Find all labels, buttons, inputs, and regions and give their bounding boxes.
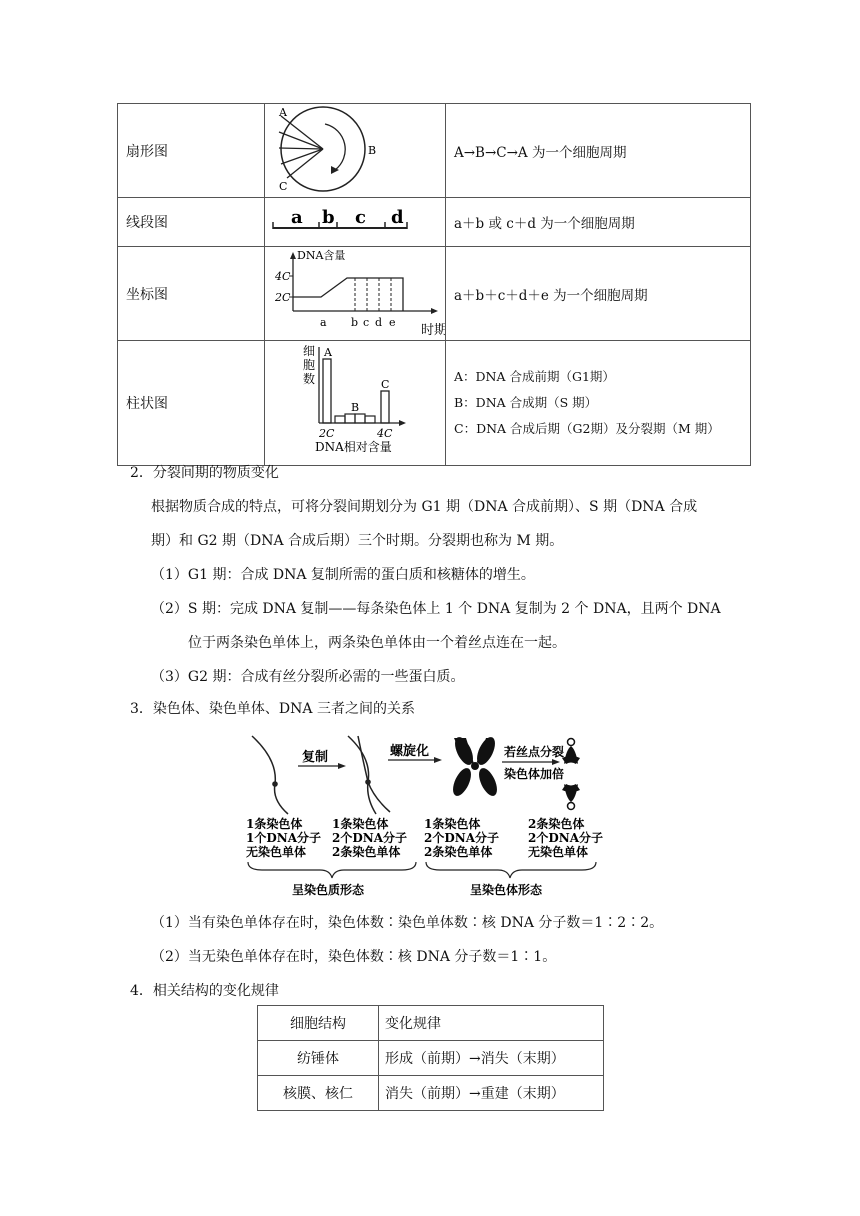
table-row [258,1076,604,1111]
cell-rule: 消失（前期）→重建（末期） [379,1076,604,1111]
cell-structure: 核膜、核仁 [258,1076,379,1111]
bar-y-title-3: 数 [303,372,316,386]
bar-diagram-cell [265,341,446,466]
section4-heading: 4．相关结构的变化规律 [130,983,279,999]
section2-item3: （3）G2 期：合成有丝分裂所必需的一些蛋白质。 [151,669,465,685]
col3-line1: 1条染色体 [424,817,481,831]
group-label-chromatin: 呈染色质形态 [292,883,365,897]
coord-x-title: 时期 [421,323,445,336]
col2-line3: 2条染色单体 [332,845,401,859]
separated-chromosomes [562,739,580,810]
coord-y-2c: 2C [275,291,291,304]
coord-x-a: a [320,316,327,329]
segment-label-c: c [355,207,366,228]
fan-diagram-cell [265,104,446,198]
fan-label-c: C [279,180,288,193]
segment-label-b: b [322,207,335,228]
table-header-row [258,1006,604,1041]
row-desc-bar [446,341,751,466]
fan-diagram [265,104,445,193]
replicated-chromatin-strand-2 [358,736,390,812]
bar-label-a: A [324,346,332,359]
section2-item2-line1: （2）S 期：完成 DNA 复制——每条染色体上 1 个 DNA 复制为 2 个 DNA，且两个 DNA [151,601,721,617]
coord-y-4c: 4C [275,270,291,283]
cell-structure: 纺锤体 [258,1041,379,1076]
section2-intro-line2: 期）和 G2 期（DNA 合成后期）三个时期。分裂期也称为 M 期。 [151,533,564,549]
col4-line3: 无染色单体 [528,845,589,859]
segment-diagram [265,198,445,242]
x-chromosome [449,734,500,798]
bar-label-b: B [351,401,360,414]
section3-item2: （2）当无染色单体存在时，染色体数∶核 DNA 分子数＝1∶1。 [151,949,557,965]
chromatin-strand [252,736,288,814]
chromosome-relation-diagram [240,728,630,898]
replicated-chromatin-strand-1 [348,736,376,814]
row-desc-coord: a＋b＋c＋d＋e 为一个细胞周期 [446,247,751,341]
section2-heading: 2．分裂间期的物质变化 [130,465,279,481]
brace-chromatin [248,862,416,878]
segment-label-d: d [391,207,404,228]
group-label-chromosome: 呈染色体形态 [470,883,543,897]
bar-label-c: C [381,378,390,391]
header-cell-rule: 变化规律 [379,1006,604,1041]
bar-y-title-1: 细 [303,344,316,358]
segment-diagram-cell [265,198,446,247]
bar-desc-line-a: A：DNA 合成前期（G1期） [454,369,615,384]
arrow-label-centromere-split: 若丝点分裂 [504,745,565,759]
col3-line3: 2条染色单体 [424,845,493,859]
col3-line2: 2个DNA分子 [424,831,500,845]
col2-line2: 2个DNA分子 [332,831,408,845]
section3-heading: 3．染色体、染色单体、DNA 三者之间的关系 [130,701,415,717]
table-row [118,104,751,198]
col4-line2: 2个DNA分子 [528,831,604,845]
cell-cycle-table [117,103,751,466]
section2-intro-line1: 根据物质合成的特点，可将分裂间期划分为 G1 期（DNA 合成前期）、S 期（DNA 合成 [151,499,698,515]
row-label-fan: 扇形图 [118,104,265,198]
section2-item2-line2: 位于两条染色单体上，两条染色单体由一个着丝点连在一起。 [188,635,566,651]
bar-x-title: DNA相对含量 [315,440,392,454]
structure-change-table [257,1005,604,1111]
brace-chromosome [426,862,596,878]
col2-line1: 1条染色体 [332,817,389,831]
bar-desc-line-c: C：DNA 合成后期（G2期）及分裂期（M 期） [454,421,720,436]
bar-x-4c: 4C [377,427,393,440]
section3-item1: （1）当有染色单体存在时，染色体数∶染色单体数∶核 DNA 分子数＝1∶2∶2。 [151,915,664,931]
coord-x-e: e [389,316,396,329]
coord-x-b: b [351,316,359,329]
bar-diagram [265,341,445,461]
arrow-label-replicate: 复制 [302,750,329,765]
col1-line1: 1条染色体 [246,817,303,831]
table-row [118,198,751,247]
row-desc-segment: a＋b 或 c＋d 为一个细胞周期 [446,198,751,247]
header-cell-structure: 细胞结构 [258,1006,379,1041]
table-row [118,247,751,341]
table-row [258,1041,604,1076]
bar-x-2c: 2C [319,427,335,440]
col1-line3: 无染色单体 [246,845,307,859]
arrow-label-chromosome-double: 染色体加倍 [504,767,565,781]
cell-rule: 形成（前期）→消失（末期） [379,1041,604,1076]
fan-label-a: A [279,106,287,119]
row-label-coord: 坐标图 [118,247,265,341]
coord-diagram-cell [265,247,446,341]
row-label-bar: 柱状图 [118,341,265,466]
segment-label-a: a [291,207,303,228]
fan-label-b: B [368,144,377,157]
col1-line2: 1个DNA分子 [246,831,322,845]
coord-x-d: d [375,316,383,329]
bar-desc-line-b: B：DNA 合成期（S 期） [454,395,598,410]
table-row [118,341,751,466]
arrow-label-coil: 螺旋化 [390,744,430,759]
coord-x-c: c [363,316,370,329]
row-label-segment: 线段图 [118,198,265,247]
section2-item1: （1）G1 期：合成 DNA 复制所需的蛋白质和核糖体的增生。 [151,567,535,583]
coord-diagram [265,247,445,336]
row-desc-fan: A→B→C→A 为一个细胞周期 [446,104,751,198]
col4-line1: 2条染色体 [528,817,585,831]
bar-y-title-2: 胞 [303,358,316,372]
coord-y-title: DNA含量 [297,249,346,262]
